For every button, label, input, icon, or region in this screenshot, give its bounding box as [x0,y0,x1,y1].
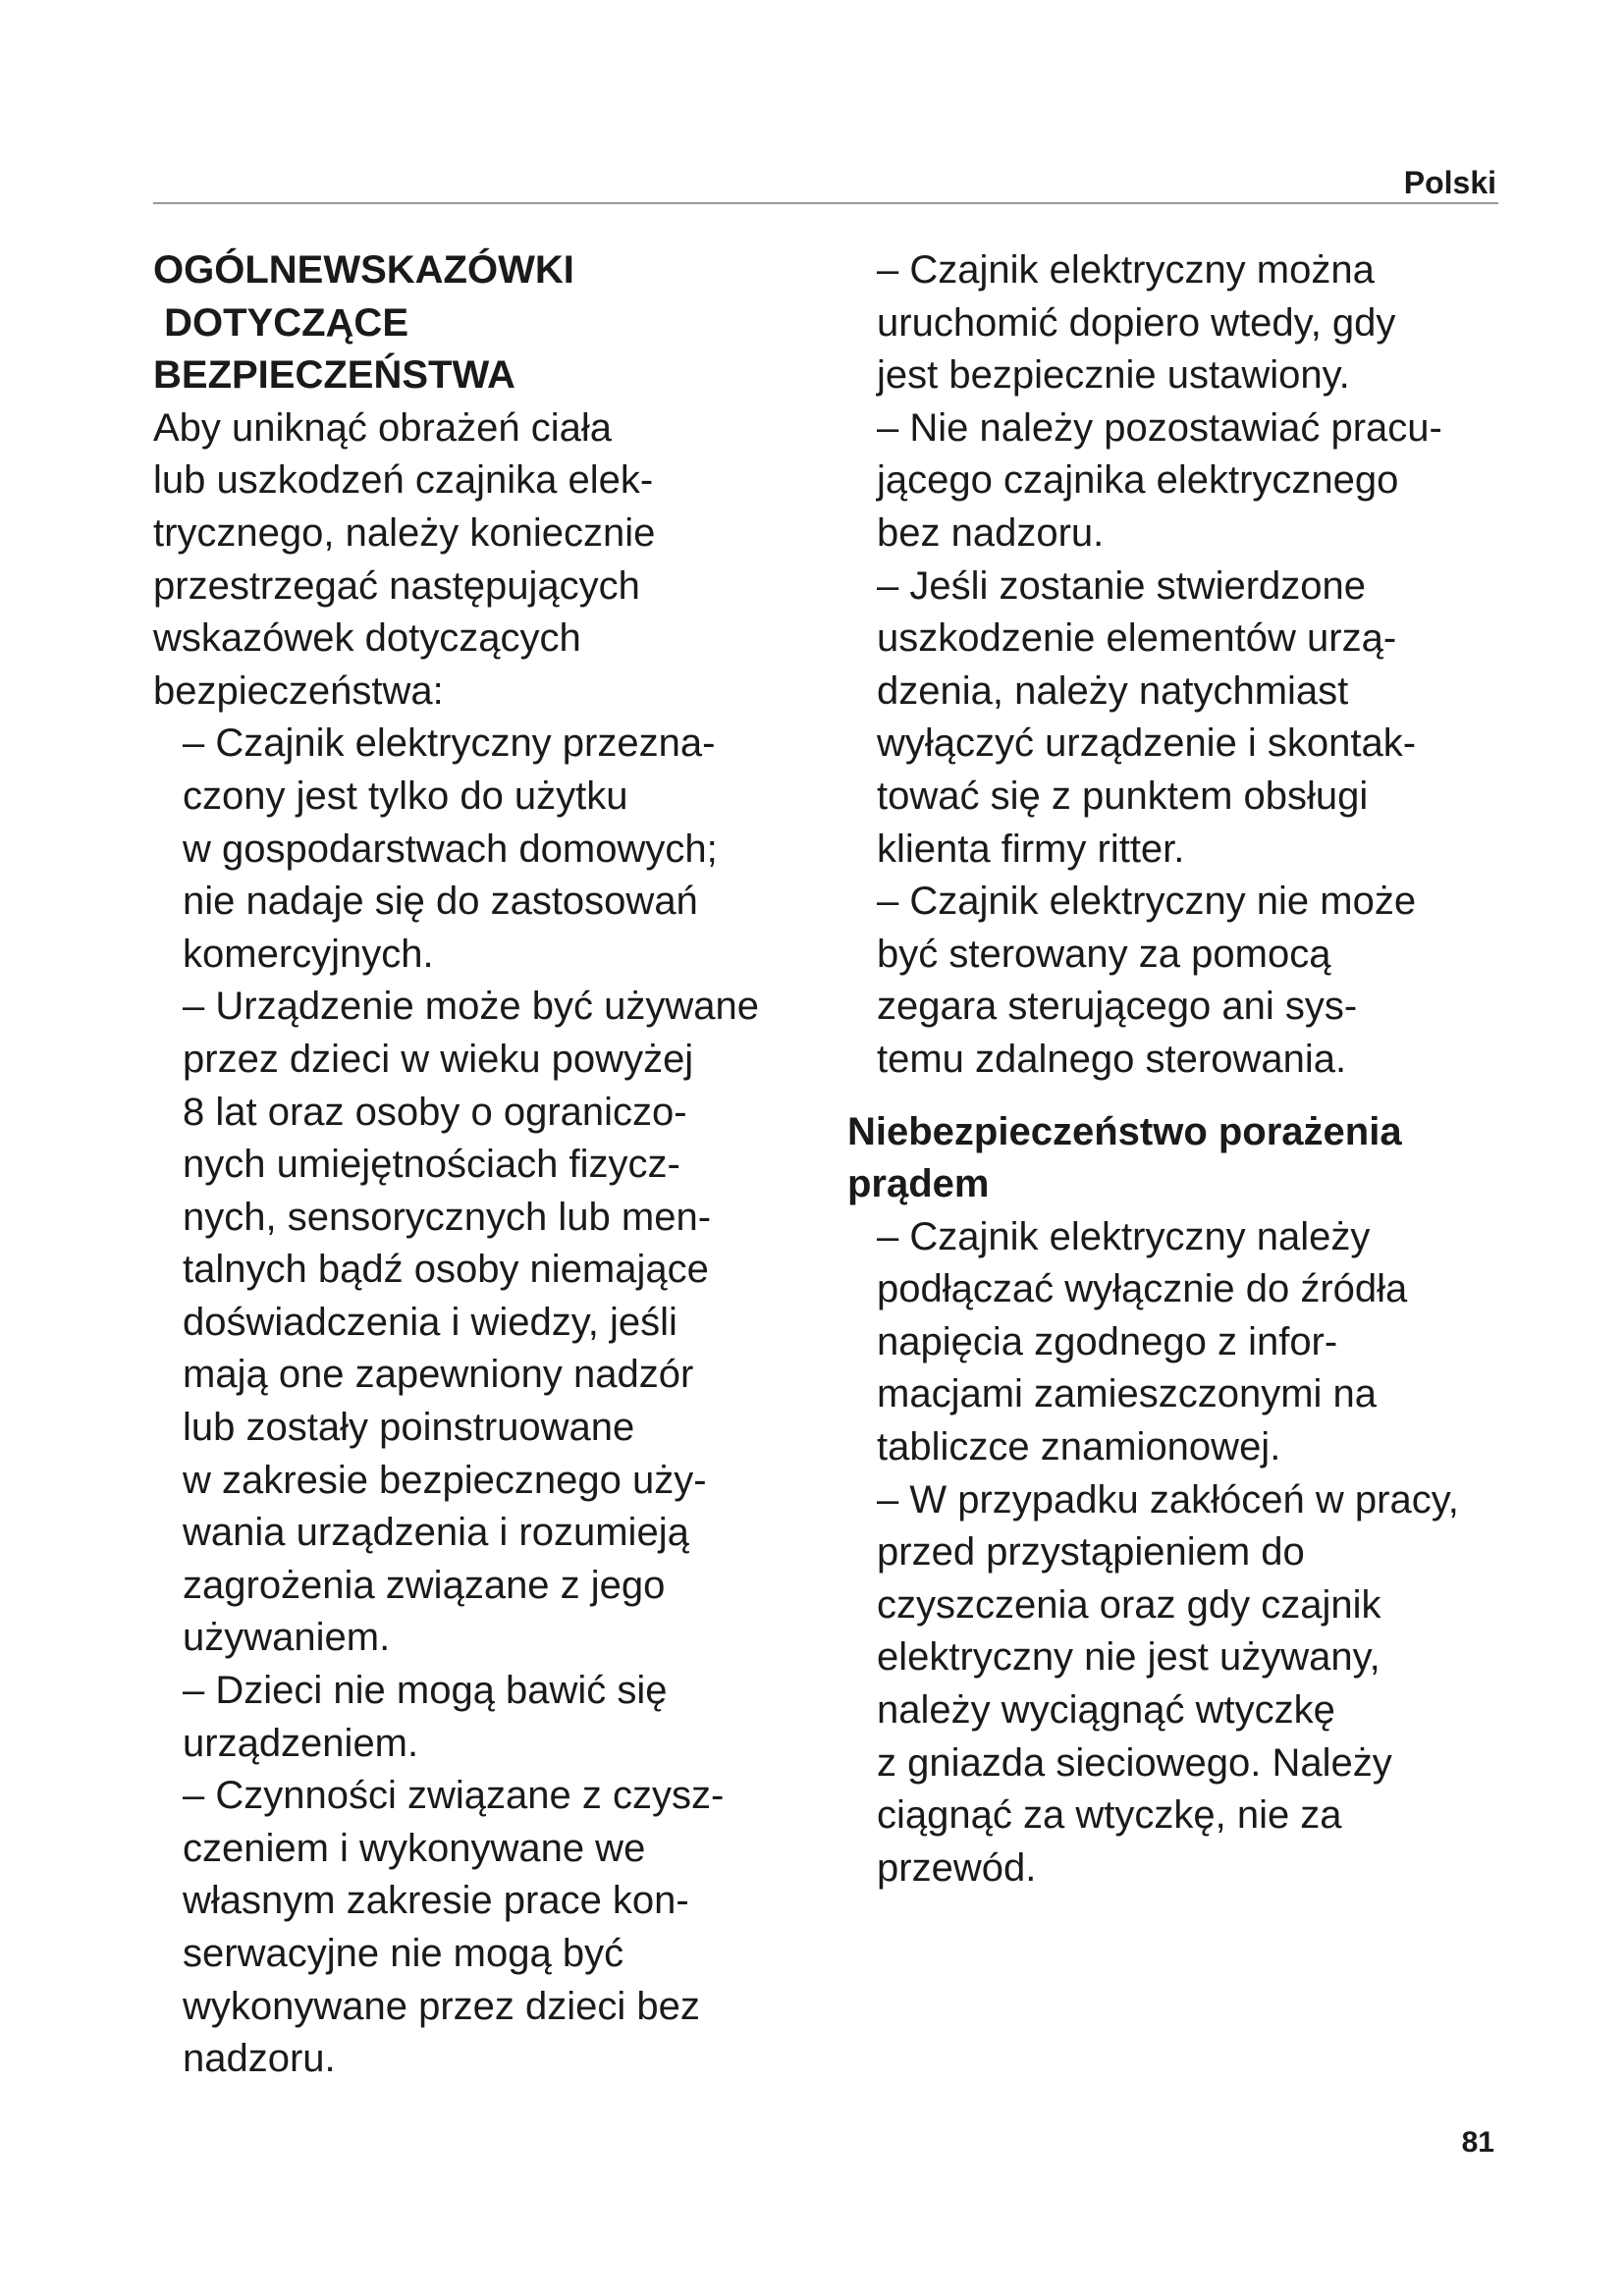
text-line: mają one zapewniony nadzór [183,1353,694,1397]
text-line: wykonywane przez dzieci bez [183,1984,700,2028]
text-line: uruchomić dopiero wtedy, gdy [877,300,1396,345]
text-line: doświadczenia i wiedzy, jeśli [183,1300,677,1344]
text-line: – Jeśli zostanie stwierdzone [877,563,1367,608]
text-line: – Dzieci nie mogą bawić się [183,1669,668,1713]
text-line: – Czajnik elektryczny należy [877,1214,1371,1258]
left-column [153,244,860,2086]
text-line: własnym zakresie prace kon- [183,1879,689,1923]
text-line: ciągnąć za wtyczkę, nie za [877,1793,1342,1838]
bullet-item [153,718,860,981]
text-line: bezpieczeństwa: [153,668,444,713]
text-line: jest bezpiecznie ustawiony. [877,353,1350,398]
text-line: Aby uniknąć obrażeń ciała [153,405,612,450]
text-line: być sterowany za pomocą [877,932,1331,976]
text-line: jącego czajnika elektrycznego [877,458,1399,503]
bullet-item [153,1770,860,2086]
text-line: zegara sterującego ani sys- [877,985,1358,1029]
text-line: talnych bądź osoby niemające [183,1248,709,1292]
text-line: – Czynności związane z czysz- [183,1774,725,1818]
text-line: komercyjnych. [183,932,434,976]
text-line: należy wyciągnąć wtyczkę [877,1688,1335,1733]
text-line: przed przystąpieniem do [877,1530,1305,1575]
heading-line: DOTYCZĄCE [153,300,408,345]
header-language: Polski [1403,165,1496,200]
text-line: urządzeniem. [183,1721,419,1765]
text-line: przez dzieci w wieku powyżej [183,1037,694,1081]
text-line: macjami zamieszczonymi na [877,1372,1378,1416]
text-line: używaniem. [183,1616,391,1660]
text-line: zagrożenia związane z jego [183,1563,666,1607]
text-line: wyłączyć urządzenie i skontak- [877,721,1417,766]
text-line: – Czajnik elektryczny nie może [877,880,1417,924]
bullet-item [847,876,1554,1086]
section-gap [847,1087,1554,1106]
text-line: 8 lat oraz osoby o ograniczo- [183,1090,687,1134]
text-line: – Urządzenie może być używane [183,985,759,1029]
text-line: z gniazda sieciowego. Należy [877,1740,1392,1785]
heading-line: prądem [847,1162,990,1206]
text-line: serwacyjne nie mogą być [183,1932,624,1975]
text-line: – Czajnik elektryczny przezna- [183,721,716,766]
right-column [847,244,1554,1895]
bullet-item [847,1211,1554,1474]
bullet-item [153,1665,860,1770]
header-divider [153,202,1498,204]
heading-line: BEZPIECZEŃSTWA [153,353,515,398]
text-line: w gospodarstwach domowych; [183,827,718,871]
heading-line: OGÓLNEWSKAZÓWKI [153,248,574,292]
text-line: w zakresie bezpiecznego uży- [183,1458,707,1502]
bullet-item [847,402,1554,561]
text-line: bez nadzoru. [877,510,1105,555]
text-line: tabliczce znamionowej. [877,1425,1281,1469]
text-line: przestrzegać następujących [153,563,640,608]
text-line: nadzoru. [183,2037,336,2081]
text-line: tować się z punktem obsługi [877,774,1369,818]
text-line: temu zdalnego sterowania. [877,1037,1347,1081]
text-line: czony jest tylko do użytku [183,774,628,818]
text-line: podłączać wyłącznie do źródła [877,1267,1408,1311]
text-line: wania urządzenia i rozumieją [183,1511,689,1555]
safety-heading [153,244,860,402]
text-line: – Nie należy pozostawiać pracu- [877,405,1442,450]
text-line: trycznego, należy koniecznie [153,510,656,555]
bullet-item [847,244,1554,402]
text-line: lub zostały poinstruowane [183,1406,635,1450]
text-line: wskazówek dotyczących [153,616,581,661]
text-line: napięcia zgodnego z infor- [877,1319,1338,1363]
text-line: przewód. [877,1845,1037,1890]
text-line: – W przypadku zakłóceń w pracy, [877,1477,1459,1522]
bullet-item [847,561,1554,877]
page-number: 81 [1461,2126,1494,2159]
text-line: – Czajnik elektryczny można [877,248,1375,292]
heading-line: Niebezpieczeństwo porażenia [847,1109,1402,1153]
text-line: lub uszkodzeń czajnika elek- [153,458,654,503]
bullet-item [153,981,860,1665]
electric-shock-heading [847,1106,1554,1211]
text-line: nie nadaje się do zastosowań [183,880,698,924]
text-line: klienta firmy ritter. [877,827,1185,871]
intro-paragraph [153,402,860,719]
text-line: dzenia, należy natychmiast [877,668,1349,713]
text-line: nych, sensorycznych lub men- [183,1195,712,1239]
text-line: uszkodzenie elementów urzą- [877,616,1397,661]
text-line: nych umiejętnościach fizycz- [183,1143,680,1187]
text-line: elektryczny nie jest używany, [877,1635,1380,1680]
text-line: czyszczenia oraz gdy czajnik [877,1582,1381,1627]
text-line: czeniem i wykonywane we [183,1826,646,1870]
bullet-item [847,1474,1554,1896]
